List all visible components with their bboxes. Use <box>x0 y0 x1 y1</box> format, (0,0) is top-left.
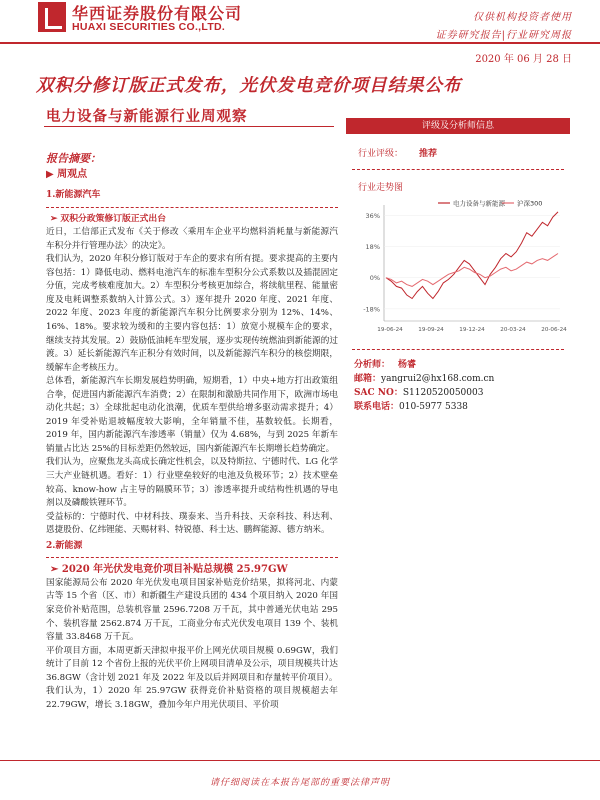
company-name-cn: 华西证券股份有限公司 <box>72 4 243 23</box>
phone-value: 010-5977 5338 <box>399 402 468 412</box>
sac-row <box>346 386 570 400</box>
email-row <box>346 372 570 386</box>
abstract-column <box>46 152 338 712</box>
paragraph: 我们认为，1）2020 年 25.97GW 获得竞价补贴资格的项目规模超去年 22.79GW，增长 3.18GW，叠加今年户用光伏项目、平价项 <box>46 686 338 710</box>
analyst-name: 杨睿 <box>398 360 417 370</box>
legend-label: 沪深300 <box>517 199 543 208</box>
paragraph: 近日，工信部正式发布《关于修改〈乘用车企业平均燃料消耗量与新能源汽车积分并行管理办法〉的决定》。 <box>46 227 338 251</box>
analyst-label: 分析师： <box>354 360 391 370</box>
report-date: 2020 年 06 月 28 日 <box>475 54 572 65</box>
legal-notice[interactable]: 请仔细阅读在本报告尾部的重要法律声明 <box>209 778 390 788</box>
email-label: 邮箱： <box>354 374 382 384</box>
y-tick-label: 18% <box>365 243 380 252</box>
chart-title: 行业走势图 <box>358 183 404 193</box>
audience-note: 仅供机构投资者使用 <box>473 12 572 23</box>
email-value[interactable]: yangrui2@hx168.com.cn <box>381 374 495 384</box>
section-pv-bullet: ➢ 2020 年光伏发电竞价项目补贴总规模 25.97GW <box>50 564 288 576</box>
weekly-view-heading: ▶ 周观点 <box>46 168 88 180</box>
section-ev-bullet: ➢ 双积分政策修订版正式出台 <box>50 213 166 224</box>
section-rule <box>46 207 338 208</box>
rating-row <box>346 134 570 159</box>
sac-label: SAC NO： <box>354 388 403 398</box>
paragraph: 国家能源局公布 2020 年光伏发电项目国家补贴竞价结果，拟将河北、内蒙古等 15 个省（区、市）和新疆生产建设兵团的 434 个项目纳入 2020 年国家竞价补贴范围，总装机容量 2596.7208 万千瓦，其中普通光伏电站 295 个、装机容量 2562.874 万千瓦，工商业分布式光伏发电项目 139 个、装机容量 33.8468 万千瓦。 <box>46 577 338 643</box>
company-name-en: HUAXI SECURITIES CO.,LTD. <box>72 21 226 33</box>
y-tick-label: 0% <box>369 274 380 283</box>
abstract-label: 报告摘要： <box>46 152 101 165</box>
trend-chart <box>346 193 570 343</box>
series-line-1 <box>386 212 558 299</box>
report-type: 证券研究报告|行业研究周报 <box>435 30 572 41</box>
phone-row <box>346 400 570 414</box>
analyst-row <box>346 350 570 372</box>
section-ev-title: 1.新能源汽车 <box>46 190 101 201</box>
rating-panel <box>346 118 570 414</box>
x-tick-label: 19-09-24 <box>418 327 444 333</box>
legend-label: 电力设备与新能源 <box>453 199 505 208</box>
paragraph: 平价项目方面，本周更新天津拟申报平价上网光伏项目规模 0.69GW，我们统计了目前 12 个省份上报的光伏平价上网项目清单及公示，项目规模共计达 36.8GW（含计划 2021 年及 2022 年及以后并网项目和存量转平价项目）。 <box>46 645 338 683</box>
section-rule <box>46 557 338 558</box>
y-tick-label: 36% <box>365 211 380 220</box>
x-tick-label: 19-12-24 <box>459 327 485 333</box>
footer-divider <box>0 760 600 761</box>
panel-heading: 评级及分析师信息 <box>346 118 570 134</box>
subtitle-divider <box>44 126 334 127</box>
series-line-2 <box>386 254 558 287</box>
company-logo-icon <box>38 2 66 32</box>
header-divider <box>0 42 600 44</box>
x-tick-label: 19-06-24 <box>377 327 403 333</box>
report-title: 双积分修订版正式发布，光伏发电竞价项目结果公布 <box>36 76 462 96</box>
paragraph: 我们认为，应聚焦龙头高成长确定性机会，以及特斯拉、宁德时代、LG 化学三大产业链机遇。看好：1）行业壁垒较好的电池及负极环节；2）技术壁垒较高、know-how 占主导的隔膜环节；3）渗透率提升或结构性机遇的导电剂以及磷酸铁锂环节。 <box>46 457 338 509</box>
report-subtitle: 电力设备与新能源行业周观察 <box>46 108 248 125</box>
sac-value: S1120520050003 <box>402 388 484 398</box>
section-pv-title: 2.新能源 <box>46 540 83 551</box>
x-tick-label: 20-06-24 <box>541 327 567 333</box>
paragraph: 我们认为，2020 年积分修订版对于车企的要求有所有提。要求提高的主要内容包括：1）降低电动、燃料电池汽车的标准车型积分公式系数以及插混固定分值，完成考核难度加大。2）车型积分考核更加综合，将续航里程、能量密度及电耗调整系数纳入计算公式。3）逐年提升 2020 年度、2021 年度、2022 年度、2023 年度的新能源汽车积分比例要求分别为 12%、14%、16%、18%。要求较为缓和的主要内容包括：1）放宽小规模车企的要求，继续支持其发展。2）鼓励低油耗车型发展，逐步实现传统燃油到新能源的过渡。3）延长新能源汽车正积分有效时间，以及新能源汽车积分的核偿期限，缓解车企考核压力。 <box>46 254 338 373</box>
rating-label: 行业评级： <box>358 149 404 159</box>
rating-value: 推荐 <box>419 149 438 159</box>
paragraph: 受益标的：宁德时代、中材科技、璞泰来、当升科技、天奈科技、科达利、恩捷股份、亿纬锂能、天赐材料、特锐德、科士达、鹏辉能源、德方纳米。 <box>46 511 338 536</box>
paragraph: 总体看，新能源汽车长期发展趋势明确，短期看，1）中央+地方打出政策组合拳，促进国内新能源汽车消费；2）在限制和激励共同作用下，欧洲市场电动化共起；3）全球批起电动化浪潮，优质车型供给增多驱动需求提升；4）2019 年受补贴退坡幅度较大影响，全年销量不佳，基数较低。长期看，2019 年，国内新能源汽车渗透率（销量）仅为 4.68%，与到 2025 年新车销量占比达 25%的目标差距仍然较远，国内新能源汽车长期增长趋势确定。 <box>46 376 338 454</box>
phone-label: 联系电话： <box>354 402 400 412</box>
y-tick-label: -18% <box>363 305 380 314</box>
x-tick-label: 20-03-24 <box>500 327 526 333</box>
